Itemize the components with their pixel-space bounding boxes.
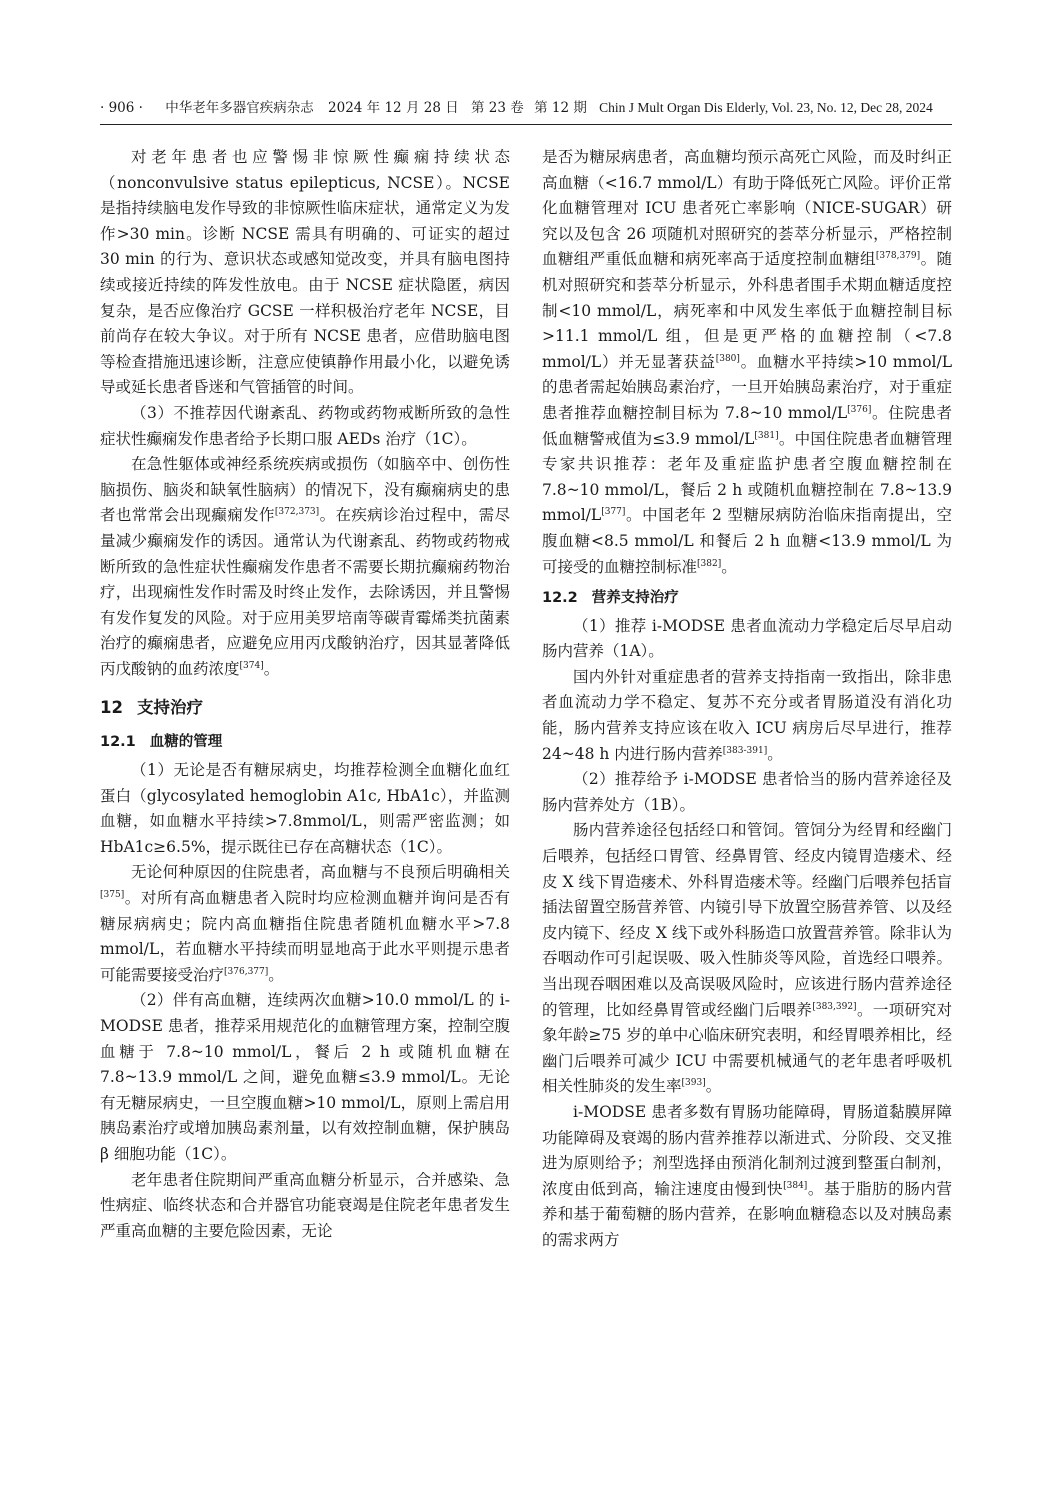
citation: [381]	[754, 430, 779, 441]
citation: [376,377]	[224, 966, 269, 977]
subsection-heading: 12.1 血糖的管理	[100, 734, 223, 751]
paragraph: （2）推荐给予 i-MODSE 患者恰当的肠内营养途径及肠内营养处方（1B）。	[542, 770, 952, 814]
paragraph: 肠内营养途径包括经口和管饲。管饲分为经胃和经幽门后喂养，包括经口胃管、经鼻胃管、经皮内镜胃造瘘术、经皮 X 线下胃造瘘术、外科胃造瘘术等。经幽门后喂养包括盲插法留置空肠营养管、内镜引导下放置空肠营养管、以及经皮内镜下、经皮 X 线下或外科肠造口放置营养管。除非认为吞咽动作可引起误吸、吸入性肺炎等风险，首选经口喂养。当出现吞咽困难以及高误吸风险时，应该进行肠内营养途径的管理，比如经鼻胃管或经幽门后喂养[383,392]。一项研究对象年龄≥75 岁的单中心临床研究表明，和经胃喂养相比，经幽门后喂养可减少 ICU 中需要机械通气的老年患者呼吸机相关性肺炎的发生率[393]。	[542, 821, 952, 1096]
citation: [383-391]	[722, 745, 768, 756]
paragraph: （1）无论是否有糖尿病史，均推荐检测全血糖化血红蛋白（glycosylated hemoglobin A1c, HbA1c），并监测血糖，如血糖水平持续>7.8mmol/L，则需严密监测；如 HbA1c≥6.5%，提示既往已存在高糖状态（1C）。	[100, 761, 510, 856]
paragraph: 国内外针对重症患者的营养支持指南一致指出，除非患者血流动力学不稳定、复苏不充分或者胃肠道没有消化功能，肠内营养支持应该在收入 ICU 病房后尽早进行，推荐 24~48 h 内进行肠内营养[383-391]。	[542, 667, 952, 763]
right-column	[542, 145, 952, 1254]
issue: 第 12 期	[534, 100, 587, 116]
citation: [372,373]	[274, 507, 320, 518]
citation-en: Chin J Mult Organ Dis Elderly, Vol. 23, No. 12, Dec 28, 2024	[599, 100, 933, 115]
paragraph: 对老年患者也应警惕非惊厥性癫痫持续状态（nonconvulsive status epilepticus, NCSE）。NCSE 是指持续脑电发作导致的非惊厥性临床症状，通常定义为发作>30 min。诊断 NCSE 需具有明确的、可证实的超过 30 min 的行为、意识状态或感知觉改变，并具有脑电图持续或接近持续的阵发性放电。由于 NCSE 症状隐匿，病因复杂，是否应像治疗 GCSE 一样积极治疗老年 NCSE，目前尚存在较大争议。对于所有 NCSE 患者，应借助脑电图等检查措施迅速诊断，注意应使镇静作用最小化，以避免诱导或延长患者昏迷和气管插管的时间。	[100, 148, 510, 397]
paragraph: i-MODSE 患者多数有胃肠功能障碍，胃肠道黏膜屏障功能障碍及衰竭的肠内营养推荐以渐进式、分阶段、交叉推进为原则给予；剂型选择由预消化制剂过渡到整蛋白制剂，浓度由低到高，输注速度由慢到快[384]。基于脂肪的肠内营养和基于葡萄糖的肠内营养，在影响血糖稳态以及对胰岛素的需求两方	[542, 1102, 952, 1249]
paragraph: 老年患者住院期间严重高血糖分析显示，合并感染、急性病症、临终状态和合并器官功能衰竭是住院老年患者发生严重高血糖的主要危险因素，无论	[100, 1170, 510, 1240]
citation: [382]	[697, 558, 722, 569]
volume: 第 23 卷	[471, 100, 524, 116]
journal-name: 中华老年多器官疾病杂志	[165, 100, 314, 116]
paragraph: 在急性躯体或神经系统疾病或损伤（如脑卒中、创伤性脑损伤、脑炎和缺氧性脑病）的情况下，没有癫痫病史的患者也常常会出现癫痫发作[372,373]。在疾病诊治过程中，需尽量减少癫痫发作的诱因。通常认为代谢紊乱、药物或药物戒断所致的急性症状性癫痫发作患者不需要长期抗癫痫药物治疗，出现痫性发作时需及时终止发作，去除诱因，并且警惕有发作复发的风险。对于应用美罗培南等碳青霉烯类抗菌素治疗的癫痫患者，应避免应用丙戊酸钠治疗，因其显著降低丙戊酸钠的血药浓度[374]。	[100, 455, 510, 678]
issue-date: 2024 年 12 月 28 日	[328, 100, 459, 116]
citation: [383,392]	[812, 1001, 857, 1012]
section-heading: 12 支持治疗	[100, 698, 203, 718]
paragraph: 无论何种原因的住院患者，高血糖与不良预后明确相关[375]。对所有高血糖患者入院时均应检测血糖并询问是否有糖尿病病史；院内高血糖指住院患者随机血糖水平>7.8 mmol/L，若血糖水平持续而明显地高于此水平则提示患者可能需要接受治疗[376,377]。	[100, 863, 510, 984]
paragraph: （2）伴有高血糖，连续两次血糖>10.0 mmol/L 的 i-MODSE 患者，推荐采用规范化的血糖管理方案，控制空腹血糖于 7.8~10 mmol/L，餐后 2 h 或随机血糖在 7.8~13.9 mmol/L 之间，避免血糖≤3.9 mmol/L。无论有无糖尿病史，一旦空腹血糖>10 mmol/L，原则上需启用胰岛素治疗或增加胰岛素剂量，以有效控制血糖，保护胰岛 β 细胞功能（1C）。	[100, 991, 510, 1163]
paragraph: 是否为糖尿病患者，高血糖均预示高死亡风险，而及时纠正高血糖（<16.7 mmol/L）有助于降低死亡风险。评价正常化血糖管理对 ICU 患者死亡率影响（NICE-SUGAR）研究以及包含 26 项随机对照研究的荟萃分析显示，严格控制血糖组严重低血糖和病死率高于适度控制血糖组[378,379]。随机对照研究和荟萃分析显示，外科患者围手术期血糖适度控制<10 mmol/L，病死率和中风发生率低于血糖控制目标>11.1 mmol/L 组，但是更严格的血糖控制（<7.8 mmol/L）并无显著获益[380]。血糖水平持续>10 mmol/L 的患者需起始胰岛素治疗，一旦开始胰岛素治疗，对于重症患者推荐血糖控制目标为 7.8~10 mmol/L[376]。住院患者低血糖警戒值为≤3.9 mmol/L[381]。中国住院患者血糖管理专家共识推荐：老年及重症监护患者空腹血糖控制在 7.8~10 mmol/L，餐后 2 h 或随机血糖控制在 7.8~13.9 mmol/L[377]。中国老年 2 型糖尿病防治临床指南提出，空腹血糖<8.5 mmol/L 和餐后 2 h 血糖<13.9 mmol/L 为可接受的血糖控制标准[382]。	[542, 148, 952, 576]
citation: [393]	[681, 1078, 706, 1089]
paragraph: （1）推荐 i-MODSE 患者血流动力学稳定后尽早启动肠内营养（1A）。	[542, 616, 952, 661]
citation: [374]	[239, 660, 264, 671]
citation: [377]	[601, 507, 626, 518]
citation: [376]	[847, 404, 872, 415]
citation: [384]	[783, 1180, 808, 1191]
page-number: · 906 ·	[100, 100, 143, 116]
running-header	[100, 96, 952, 125]
citation: [375]	[100, 890, 125, 901]
left-column	[100, 145, 510, 1244]
citation: [378,379]	[875, 251, 921, 262]
citation: [380]	[715, 353, 740, 364]
paragraph: （3）不推荐因代谢紊乱、药物或药物戒断所致的急性症状性癫痫发作患者给予长期口服 AEDs 治疗（1C）。	[100, 403, 510, 448]
subsection-heading: 12.2 营养支持治疗	[542, 590, 679, 607]
